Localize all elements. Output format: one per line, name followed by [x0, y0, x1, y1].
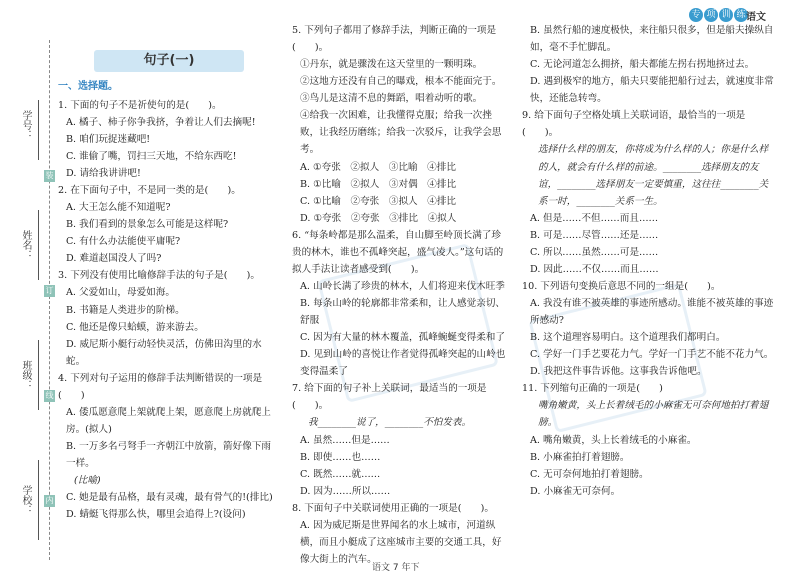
answer-option: D. 因此……不仅……而且……	[530, 263, 659, 275]
answer-option: (比喻)	[74, 475, 101, 487]
cut-line	[49, 40, 50, 560]
answer-option: A. 山岭长满了珍贵的林木，人们将迎来伐木旺季	[300, 280, 505, 292]
underline	[38, 460, 39, 540]
question-stem: 8. 下面句子中关联词使用正确的一项是( )。	[292, 502, 494, 514]
column-1	[58, 48, 280, 523]
answer-option: C. 所以……虽然……可是……	[530, 246, 659, 258]
answer-option: 选择什么样的朋友，你将成为什么样的人；你是什么样的人，就会有什么样的前途。________选择朋友的友谊，________选择朋友一定要慎重，这往往________关系一时，________关系一生。	[538, 144, 769, 207]
header-badge	[689, 8, 748, 22]
answer-option: C. 因为有大量的林木覆盖，孤峰蜿蜒变得柔和了	[300, 332, 505, 344]
badge-char: 项	[704, 8, 718, 22]
answer-option: A. 嘴角嫩黄，头上长着绒毛的小麻雀。	[530, 434, 697, 446]
question-stem: 1. 下面的句子不是祈使句的是( )。	[58, 99, 222, 111]
answer-option: A. 大王怎么能不知道呢?	[66, 202, 171, 214]
question-stem: 6. “每条岭都是那么温柔，自山脚至岭顶长满了珍贵的林木，谁也不孤峰突起，盛气凌人。”这句话的拟人手法让读者感受到( )。	[292, 229, 504, 275]
question-stem: 4. 下列对句子运用的修辞手法判断错误的一项是( )	[58, 372, 263, 401]
binding-strip	[16, 40, 56, 560]
answer-option: B. 一万多名弓弩手一齐朝江中放箭，箭好像下雨一样。	[66, 441, 272, 470]
answer-option: A. 但是……不但……而且……	[530, 212, 659, 224]
answer-option: A. 虽然……但是……	[300, 434, 390, 446]
answer-option: D. 遇到极窄的地方，船夫只要能把船行过去，就速度非常快，还能急转弯。	[530, 76, 774, 105]
question-list	[58, 97, 280, 524]
answer-option: C. ①比喻 ②夸张 ③拟人 ④排比	[300, 195, 457, 207]
question-stem: 2. 在下面句子中，不是同一类的是( )。	[58, 185, 241, 197]
field-class: 班级：	[20, 360, 31, 390]
question-list	[522, 22, 774, 500]
answer-option: D. 小麻雀无可奈何。	[530, 485, 621, 497]
field-student-number: 学号：	[20, 110, 31, 140]
question-stem: 11. 下列缩句正确的一项是( )	[522, 383, 663, 395]
answer-option: A. 因为威尼斯是世界闻名的水上城市，河道纵横，而且小艇成了这座城市主要的交通工具，好像大街上的汽车。	[300, 519, 502, 565]
column-3	[522, 22, 774, 500]
answer-option: C. 无可奈何地拍打着翅膀。	[530, 468, 649, 480]
question-stem: 10. 下列语句变换后意思不同的一组是( )。	[522, 280, 721, 292]
section-heading: 一、选择题。	[58, 81, 118, 92]
answer-option: A. 父爱如山，母爱如海。	[66, 287, 175, 299]
question-stem: 9. 给下面句子空格处填上关联词语，最恰当的一项是( )。	[522, 110, 746, 139]
underline	[38, 340, 39, 410]
answer-option: D. 因为……所以……	[300, 485, 391, 497]
answer-option: 嘴角嫩黄，头上长着绒毛的小麻雀无可奈何地拍打着翅膀。	[538, 400, 769, 429]
answer-option: C. 她是最有品格，最有灵魂，最有骨气的!(排比)	[66, 492, 273, 504]
answer-option: A. 橘子、柿子你争我挤，争着让人们去摘呢!	[66, 116, 256, 128]
page-title: 句子(一)	[94, 50, 244, 72]
answer-option: C. 谁偷了嘴，罚扫三天地，不给东西吃!	[66, 150, 237, 162]
field-name: 姓名：	[20, 230, 31, 260]
answer-option: D. 我把这件事告诉他。这事我告诉他吧。	[530, 366, 707, 378]
badge-char: 专	[689, 8, 703, 22]
answer-option: D. 威尼斯小艇行动轻快灵活，仿佛田沟里的水蛇。	[66, 338, 262, 367]
answer-option: B. ①比喻 ②拟人 ③对偶 ④排比	[300, 178, 457, 190]
underline	[38, 100, 39, 160]
answer-option: 我________说了，________不怕发表。	[308, 417, 472, 429]
column-2	[292, 22, 510, 568]
question-list	[292, 22, 510, 568]
answer-option: C. 他还是像只蛤蟆，游来游去。	[66, 321, 204, 333]
binding-tag: 内	[45, 496, 54, 505]
answer-option: ①丹东，就是骤泼在这天堂里的一颗明珠。	[300, 59, 483, 71]
answer-option: D. 见到山岭的喜悦让作者觉得孤峰突起的山岭也变得温柔了	[300, 349, 506, 378]
underline	[38, 210, 39, 280]
answer-option: D. ①夸张 ②夸张 ③排比 ④拟人	[300, 212, 457, 224]
question-stem: 7. 给下面的句子补上关联词，最适当的一项是( )。	[292, 383, 487, 412]
answer-option: B. 每条山岭的轮廓都非常柔和，让人感觉亲切、舒服	[300, 298, 506, 327]
badge-char: 训	[719, 8, 733, 22]
answer-option: D. 请给我讲讲吧!	[66, 168, 141, 180]
answer-option: C. 既然……就……	[300, 468, 381, 480]
answer-option: B. 即使……也……	[300, 451, 381, 463]
answer-option: D. 难道赵国没人了吗?	[66, 253, 162, 265]
answer-option: B. 小麻雀拍打着翅膀。	[530, 451, 630, 463]
answer-option: B. 这个道理容易明白。这个道理我们都明白。	[530, 332, 726, 344]
answer-option: B. 书籍是人类进步的阶梯。	[66, 304, 185, 316]
page-footer: 语文 7 年下	[372, 563, 420, 573]
badge-char: 练	[734, 8, 748, 22]
answer-option: B. 可是……尽管……还是……	[530, 229, 659, 241]
binding-tag: 装	[45, 171, 54, 180]
subject-label: 语文	[746, 12, 766, 23]
binding-tag: 线	[45, 391, 54, 400]
question-stem: 5. 下列句子都用了修辞手法，判断正确的一项是( )。	[292, 25, 497, 54]
answer-option: ②这地方还没有自己的曝戏，根本不能面完于。	[300, 76, 502, 88]
answer-option: B. 虽然行船的速度极快，来往船只很多，但是船夫操纵自如，毫不手忙脚乱。	[530, 25, 774, 54]
answer-option: D. 蜻蜓飞得那么快，哪里会追得上?(设问)	[66, 509, 246, 521]
answer-option: A. ①夸张 ②拟人 ③比喻 ④排比	[300, 161, 456, 173]
answer-option: B. 咱们玩捉迷藏吧!	[66, 133, 151, 145]
field-school: 学校：	[20, 485, 31, 515]
answer-option: C. 有什么办法能使平庸呢?	[66, 236, 181, 248]
answer-option: C. 无论河道怎么拥挤，船夫都能左拐右拐地挤过去。	[530, 59, 755, 71]
answer-option: A. 我没有谁不被英雄的事迹所感动。谁能不被英雄的事迹所感动?	[530, 298, 774, 327]
answer-option: B. 我们看到的景象怎么可能是这样呢?	[66, 219, 229, 231]
answer-option: C. 学好一门手艺要花力气。学好一门手艺不能不花力气。	[530, 349, 774, 361]
answer-option: ③鸟儿是这清不息的舞蹈，唱着动听的歌。	[300, 93, 483, 105]
answer-option: A. 倭瓜愿意爬上架就爬上架，愿意爬上房就爬上房。(拟人)	[66, 406, 271, 435]
binding-tag: 订	[45, 286, 54, 295]
answer-option: ④给我一次困难，让我懂得克服；给我一次挫败，让我经历磨练；给我一次驳斥，让我学会思考。	[300, 110, 502, 156]
question-stem: 3. 下列没有使用比喻修辞手法的句子是( )。	[58, 270, 260, 282]
